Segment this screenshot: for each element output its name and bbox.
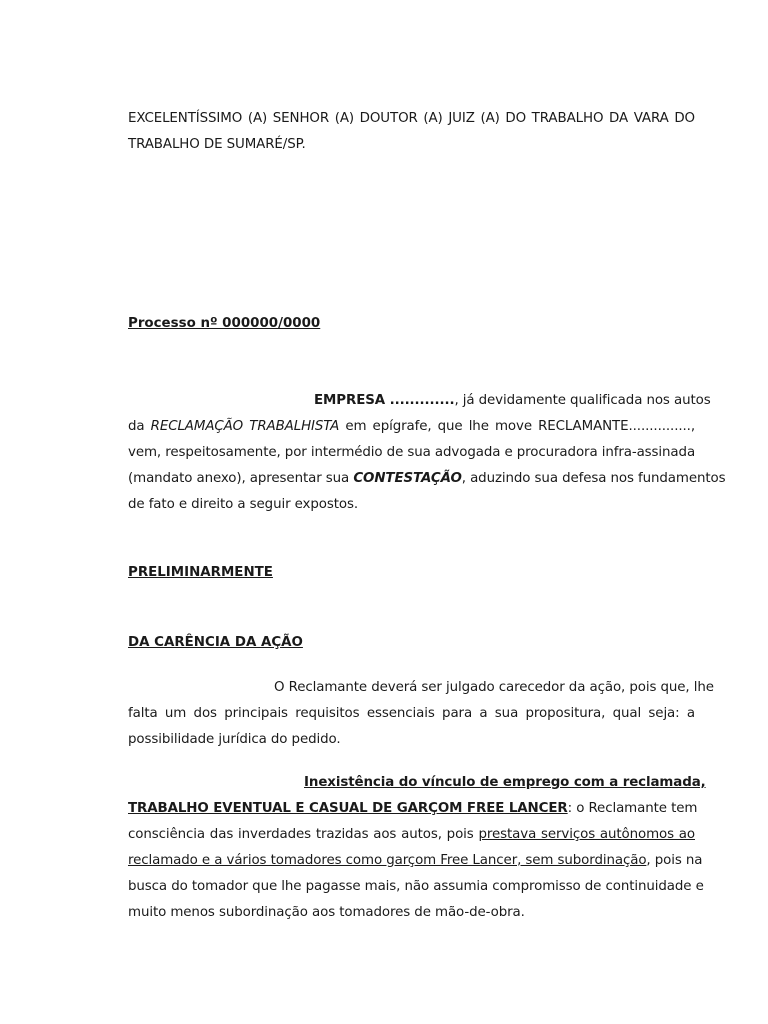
addressee-line-2: TRABALHO DE SUMARÉ/SP. bbox=[128, 137, 306, 152]
carencia-line-1 bbox=[128, 675, 714, 701]
inexistencia-title: Inexistência do vínculo de emprego com a reclamada, bbox=[304, 775, 706, 790]
intro-paragraph bbox=[128, 388, 726, 518]
intro-line-4-rest: , aduzindo sua defesa nos fundamentos bbox=[461, 471, 726, 486]
carencia-paragraph bbox=[128, 675, 714, 753]
process-number: Processo nº 000000/0000 bbox=[128, 316, 321, 331]
intro-line-1 bbox=[128, 388, 711, 414]
inexistencia-line-4 bbox=[128, 848, 703, 874]
inexistencia-line-2-rest: : o Reclamante tem bbox=[567, 801, 698, 816]
intro-line-2-rest: em epígrafe, que lhe move RECLAMANTE..............., bbox=[339, 419, 695, 434]
carencia-line-2: falta um dos principais requisitos essenciais para a sua propositura, qual seja: a bbox=[128, 706, 695, 721]
inexistencia-line-2 bbox=[128, 796, 698, 822]
intro-line-1-rest: , já devidamente qualificada nos autos bbox=[454, 393, 711, 408]
section-preliminarmente: PRELIMINARMENTE bbox=[128, 565, 273, 580]
addressee-header bbox=[128, 106, 695, 158]
carencia-line-1-text: O Reclamante deverá ser julgado carecedor da ação, pois que, lhe bbox=[274, 680, 714, 695]
inexistencia-line-1 bbox=[128, 770, 706, 796]
inexistencia-line-3-underlined: prestava serviços autônomos ao bbox=[478, 827, 695, 842]
intro-line-2-start: da bbox=[128, 419, 151, 434]
intro-line-4 bbox=[128, 466, 726, 492]
carencia-line-3: possibilidade jurídica do pedido. bbox=[128, 732, 341, 747]
section-carencia-title: DA CARÊNCIA DA AÇÃO bbox=[128, 635, 303, 650]
addressee-line-1: EXCELENTÍSSIMO (A) SENHOR (A) DOUTOR (A) JUIZ (A) DO TRABALHO DA VARA DO bbox=[128, 111, 695, 126]
inexistencia-line-3 bbox=[128, 822, 695, 848]
inexistencia-line-4-underlined: reclamado e a vários tomadores como garçom Free Lancer, sem subordinação bbox=[128, 853, 647, 868]
inexistencia-line-6: muito menos subordinação aos tomadores de mão-de-obra. bbox=[128, 905, 525, 920]
trabalho-eventual-title: TRABALHO EVENTUAL E CASUAL DE GARÇOM FREE LANCER bbox=[128, 801, 568, 816]
intro-line-2 bbox=[128, 414, 695, 440]
inexistencia-line-5: busca do tomador que lhe pagasse mais, não assumia compromisso de continuidade e bbox=[128, 879, 704, 894]
intro-line-3: vem, respeitosamente, por intermédio de sua advogada e procuradora infra-assinada bbox=[128, 445, 696, 460]
reclamacao-trabalhista: RECLAMAÇÃO TRABALHISTA bbox=[150, 419, 340, 434]
inexistencia-line-3-start: consciência das inverdades trazidas aos autos, pois bbox=[128, 827, 479, 842]
intro-line-5: de fato e direito a seguir expostos. bbox=[128, 497, 359, 512]
intro-line-4-start: (mandato anexo), apresentar sua bbox=[128, 471, 354, 486]
inexistencia-paragraph bbox=[128, 770, 706, 926]
inexistencia-line-4-rest: , pois na bbox=[646, 853, 703, 868]
company-name: EMPRESA ............. bbox=[314, 393, 455, 408]
contestacao-term: CONTESTAÇÃO bbox=[353, 471, 462, 486]
